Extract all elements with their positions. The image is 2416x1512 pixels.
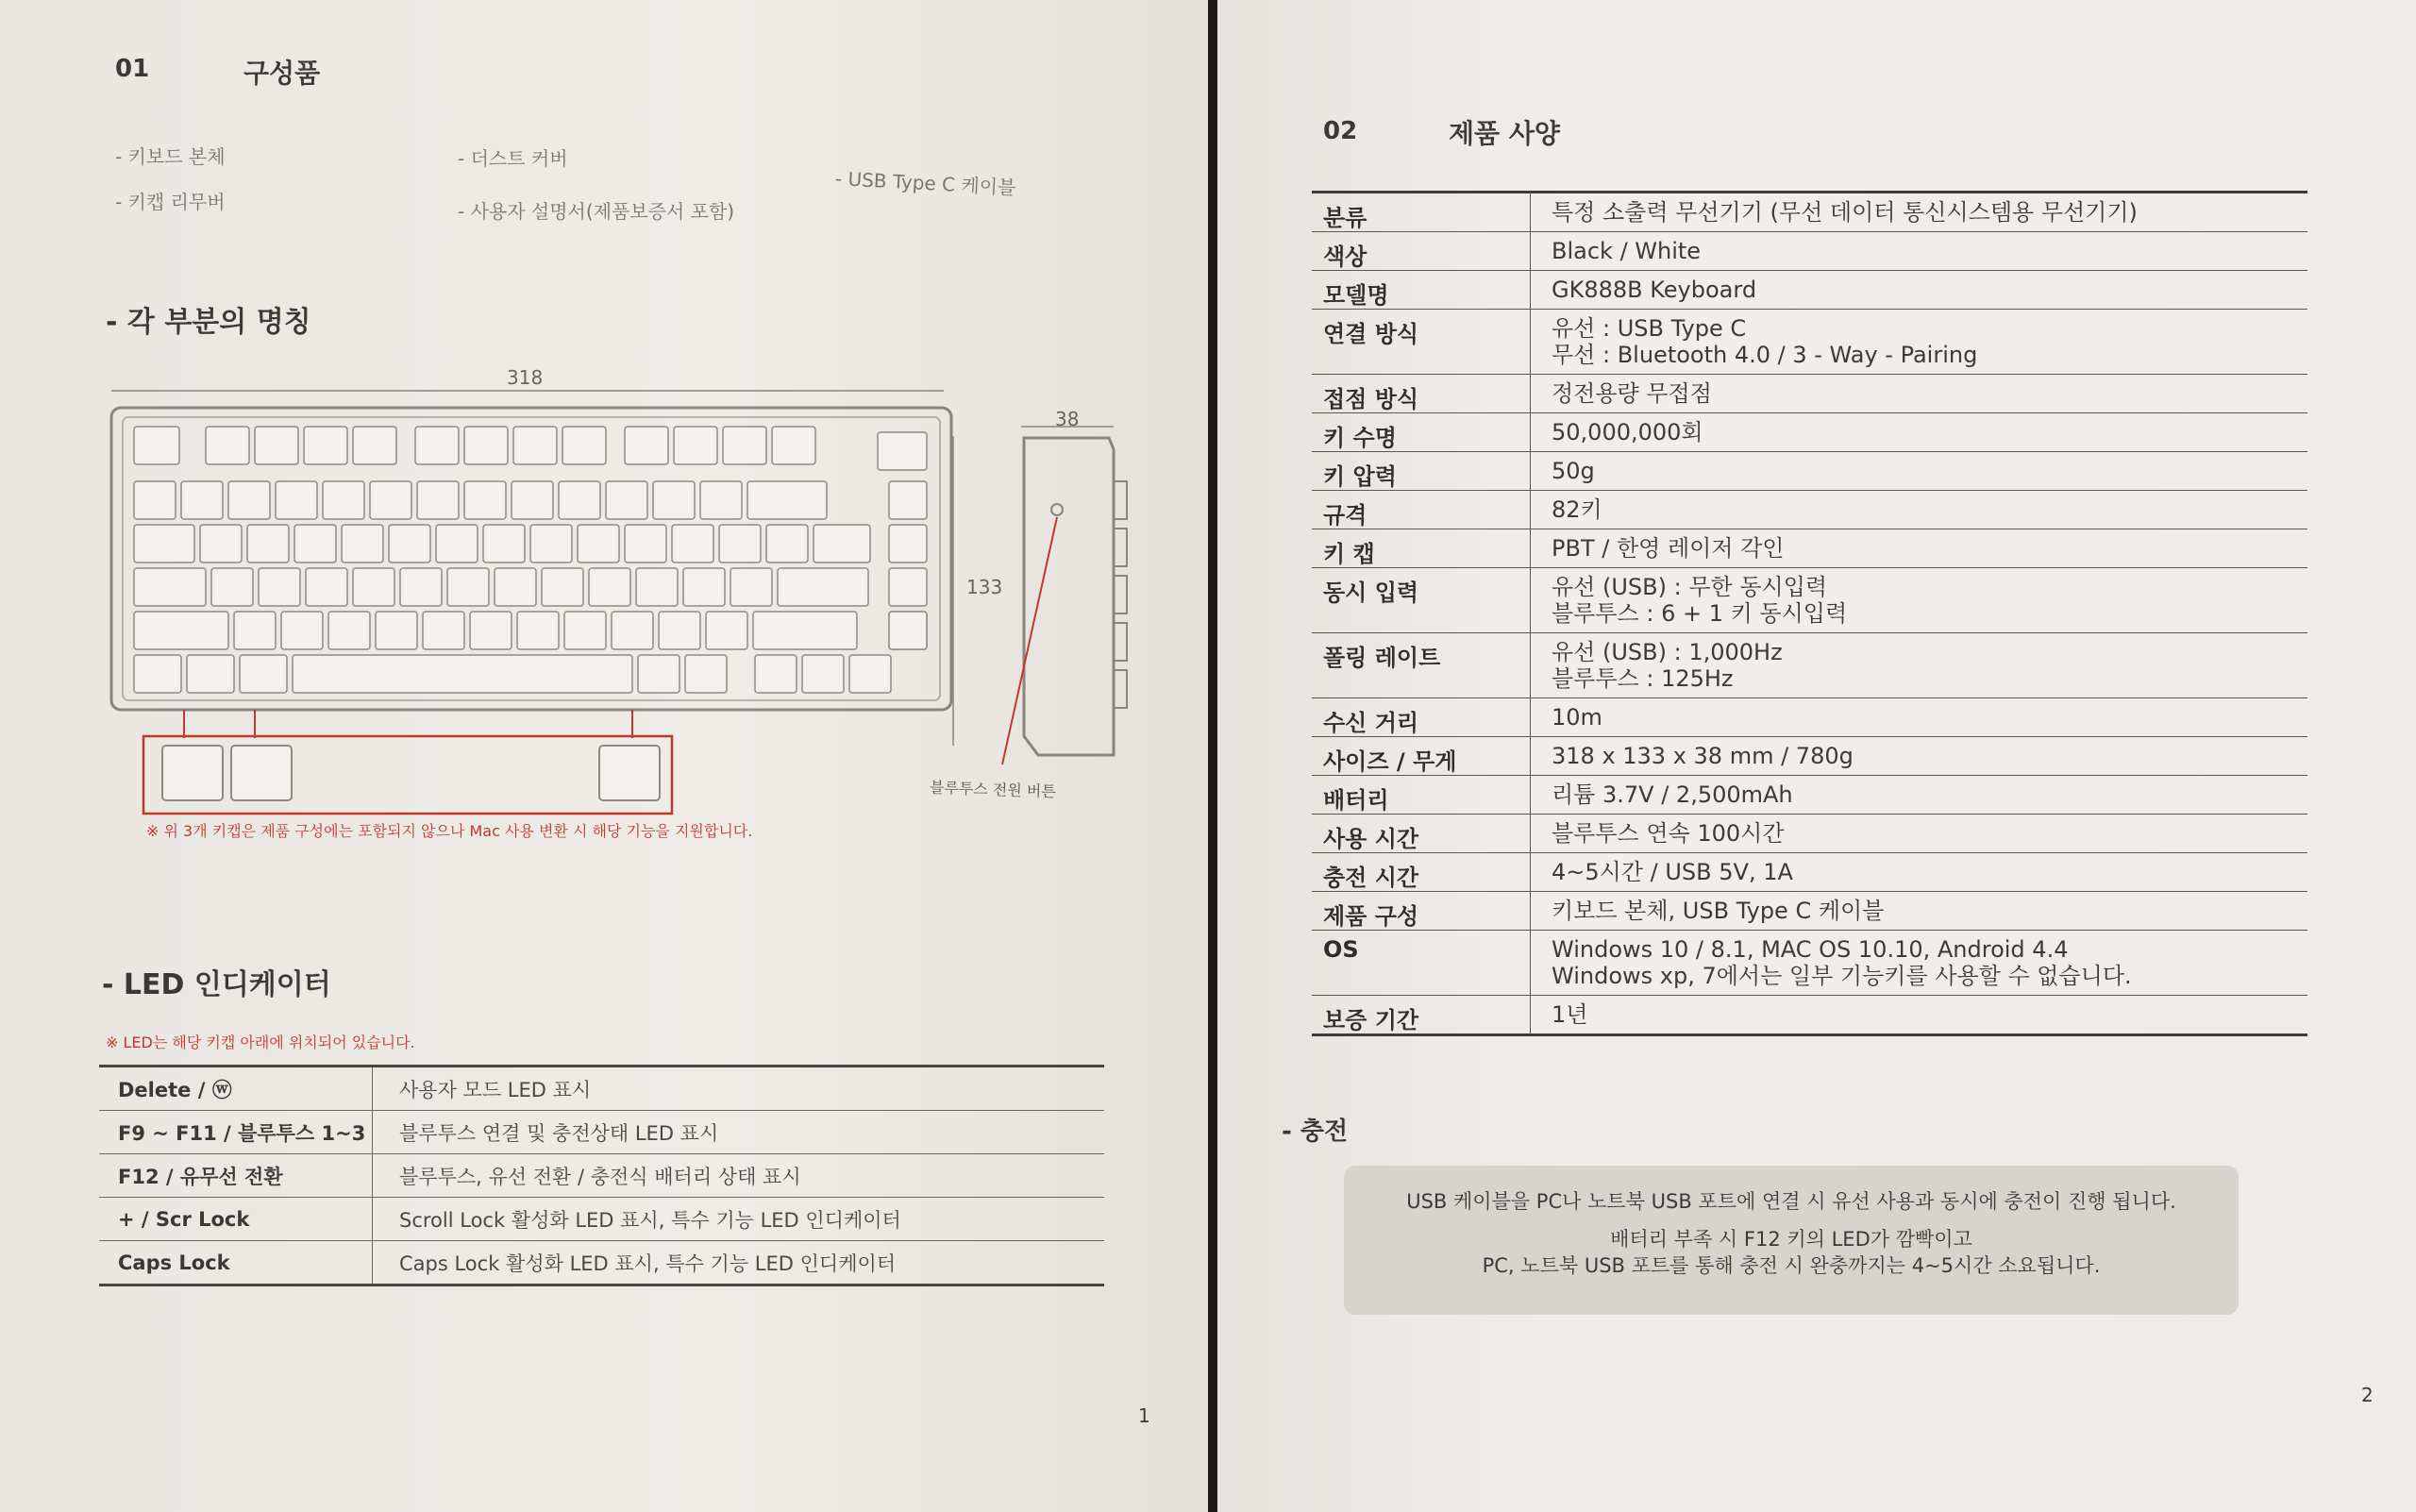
table-row xyxy=(1312,737,2307,776)
keycap xyxy=(559,481,600,519)
spec-key: 사이즈 / 무게 xyxy=(1312,737,1531,775)
keycap xyxy=(181,481,223,519)
keycap xyxy=(889,568,927,606)
component-item: - 키캡 리무버 xyxy=(115,191,226,213)
keycap xyxy=(878,432,927,470)
spec-value-line: 무선 : Bluetooth 4.0 / 3 - Way - Pairing xyxy=(1552,342,1978,368)
keycap xyxy=(636,568,678,606)
spec-value xyxy=(1531,232,1701,270)
table-row xyxy=(1312,491,2307,529)
keycap xyxy=(685,655,727,693)
spec-key: 보증 기간 xyxy=(1312,996,1531,1033)
spec-value-line: 유선 (USB) : 무한 동시입력 xyxy=(1552,574,1828,600)
table-row xyxy=(1312,413,2307,452)
keycap xyxy=(417,481,459,519)
keycap xyxy=(612,612,653,649)
keycap xyxy=(772,427,815,464)
spec-value-line: 50g xyxy=(1552,458,1595,484)
spec-value xyxy=(1531,776,1793,814)
keycap xyxy=(889,481,927,519)
spec-value xyxy=(1531,698,1602,736)
spec-key: 제품 구성 xyxy=(1312,892,1531,930)
spec-value xyxy=(1531,193,2138,231)
keycap xyxy=(228,481,270,519)
spec-value xyxy=(1531,271,1756,309)
table-row xyxy=(99,1198,1104,1241)
table-row xyxy=(1312,633,2307,698)
keycap xyxy=(564,612,606,649)
keycap xyxy=(625,427,668,464)
keycap xyxy=(134,525,194,563)
spec-key: 폴링 레이트 xyxy=(1312,633,1531,697)
component-item: - 사용자 설명서(제품보증서 포함) xyxy=(458,200,735,223)
led-value: 블루투스, 유선 전환 / 충전식 배터리 상태 표시 xyxy=(399,1165,801,1188)
keycap xyxy=(802,655,844,693)
spec-key: 충전 시간 xyxy=(1312,853,1531,891)
keycap xyxy=(753,612,857,649)
table-row xyxy=(1312,193,2307,232)
spec-value-line: 50,000,000회 xyxy=(1552,419,1703,445)
component-item: - 더스트 커버 xyxy=(458,147,568,170)
table-row xyxy=(1312,815,2307,853)
keycap xyxy=(464,427,508,464)
led-table xyxy=(99,1065,1104,1286)
keycap xyxy=(294,525,336,563)
table-row xyxy=(1312,853,2307,892)
keycap xyxy=(700,481,742,519)
spec-value xyxy=(1531,452,1595,490)
spec-value-line: 특정 소출력 무선기기 (무선 데이터 통신시스템용 무선기기) xyxy=(1552,199,2138,226)
keycap xyxy=(659,612,700,649)
led-key: Caps Lock xyxy=(99,1241,373,1284)
keycap xyxy=(889,525,927,563)
table-row xyxy=(1312,568,2307,633)
spec-value-line: Black / White xyxy=(1552,238,1702,264)
keycap xyxy=(470,612,512,649)
keycap xyxy=(134,655,181,693)
table-row xyxy=(1312,892,2307,931)
keycap xyxy=(889,612,927,649)
page-number: 1 xyxy=(1138,1404,1150,1427)
keycap xyxy=(255,427,298,464)
keycap xyxy=(447,568,489,606)
keycap xyxy=(625,525,666,563)
keycap xyxy=(234,612,276,649)
spec-value xyxy=(1531,996,1587,1033)
section-2-title: 제품 사양 xyxy=(1449,118,1560,149)
depth-dimension-label: 38 xyxy=(1055,408,1080,430)
spec-key: 규격 xyxy=(1312,491,1531,529)
keycap xyxy=(513,427,557,464)
spec-value xyxy=(1531,815,1785,852)
spec-value-line: 정전용량 무접점 xyxy=(1552,380,1712,407)
spec-value-line: 82키 xyxy=(1552,496,1602,523)
keycap xyxy=(436,525,478,563)
keycap xyxy=(370,481,411,519)
keycap xyxy=(206,427,249,464)
spec-value-line: GK888B Keyboard xyxy=(1552,277,1757,303)
height-dimension-label: 133 xyxy=(966,576,1003,598)
charge-line: PC, 노트북 USB 포트를 통해 충전 시 완충까지는 4~5시간 소요됩니다. xyxy=(1482,1254,2101,1277)
keycap xyxy=(723,427,766,464)
spec-value xyxy=(1531,529,1785,567)
keycap xyxy=(423,612,464,649)
keycap xyxy=(323,481,364,519)
led-note: ※ LED는 해당 키캡 아래에 위치되어 있습니다. xyxy=(106,1033,415,1051)
keycap xyxy=(376,612,417,649)
bluetooth-button-label: 블루투스 전원 버튼 xyxy=(929,778,1057,801)
keycap xyxy=(814,525,870,563)
charge-info-box xyxy=(1344,1166,2239,1315)
keycap xyxy=(293,655,632,693)
spec-value xyxy=(1531,310,1977,374)
table-row xyxy=(1312,375,2307,413)
table-row xyxy=(1312,232,2307,271)
led-heading: - LED 인디케이터 xyxy=(102,968,331,1001)
keycap xyxy=(653,481,695,519)
keycap xyxy=(187,655,234,693)
led-value: 사용자 모드 LED 표시 xyxy=(399,1078,592,1101)
spec-value-line: PBT / 한영 레이저 각인 xyxy=(1552,535,1785,562)
table-row xyxy=(1312,452,2307,491)
keycap xyxy=(730,568,772,606)
keycap xyxy=(134,427,179,464)
keycap xyxy=(512,481,553,519)
table-row xyxy=(1312,776,2307,815)
spec-value xyxy=(1531,568,1847,632)
table-row xyxy=(99,1111,1104,1154)
keycap xyxy=(464,481,506,519)
section-1-title: 구성품 xyxy=(243,58,321,89)
keycap xyxy=(778,568,868,606)
led-key: F12 / 유무선 전환 xyxy=(99,1154,373,1197)
keycap xyxy=(766,525,808,563)
keycap xyxy=(747,481,827,519)
spec-key: 연결 방식 xyxy=(1312,310,1531,374)
spec-key: 접점 방식 xyxy=(1312,375,1531,412)
spec-value-line: 블루투스 : 6 + 1 키 동시입력 xyxy=(1552,600,1848,627)
spec-value-line: 유선 : USB Type C xyxy=(1552,315,1747,342)
spec-value-line: 10m xyxy=(1552,704,1602,731)
keycap xyxy=(276,481,317,519)
spec-key: 모델명 xyxy=(1312,271,1531,309)
keycap xyxy=(495,568,536,606)
spec-key: 배터리 xyxy=(1312,776,1531,814)
spec-value-line: 키보드 본체, USB Type C 케이블 xyxy=(1552,898,1885,924)
table-row xyxy=(1312,271,2307,310)
keycap xyxy=(259,568,300,606)
spec-value-line: 유선 (USB) : 1,000Hz xyxy=(1552,639,1783,665)
keycap xyxy=(530,525,572,563)
section-2-number: 02 xyxy=(1323,117,1358,145)
keycap xyxy=(578,525,619,563)
led-key: F9 ~ F11 / 블루투스 1~3 xyxy=(99,1111,373,1153)
charge-line: USB 케이블을 PC나 노트북 USB 포트에 연결 시 유선 사용과 동시에 충전이 진행 됩니다. xyxy=(1406,1190,2176,1213)
width-dimension-label: 318 xyxy=(507,366,544,389)
spec-value-line: 블루투스 : 125Hz xyxy=(1552,665,1734,692)
keycap xyxy=(542,568,583,606)
spec-key: 키 수명 xyxy=(1312,413,1531,451)
spec-value-line: Windows 10 / 8.1, MAC OS 10.10, Android 4.4 xyxy=(1552,936,2069,963)
keycap xyxy=(755,655,797,693)
spec-key: 키 압력 xyxy=(1312,452,1531,490)
mac-keycaps-note: ※ 위 3개 키캡은 제품 구성에는 포함되지 않으나 Mac 사용 변환 시 해당 기능을 지원합니다. xyxy=(146,822,753,840)
keycap xyxy=(304,427,347,464)
section-1-number: 01 xyxy=(115,55,150,83)
table-row xyxy=(1312,310,2307,375)
keycap xyxy=(306,568,347,606)
keycap xyxy=(589,568,630,606)
spec-value xyxy=(1531,633,1783,697)
keycap xyxy=(353,427,396,464)
table-row xyxy=(99,1154,1104,1198)
keycap xyxy=(134,612,228,649)
table-row xyxy=(1312,529,2307,568)
spec-key: 수신 거리 xyxy=(1312,698,1531,736)
table-row xyxy=(99,1067,1104,1111)
spec-value xyxy=(1531,491,1602,529)
spec-key: 색상 xyxy=(1312,232,1531,270)
charge-line: 배터리 부족 시 F12 키의 LED가 깜빡이고 xyxy=(1610,1228,1972,1251)
keycap xyxy=(281,612,323,649)
keycap xyxy=(674,427,717,464)
spec-value xyxy=(1531,931,2132,995)
table-row xyxy=(1312,698,2307,737)
keycap xyxy=(415,427,459,464)
keycap xyxy=(342,525,383,563)
spec-key: 사용 시간 xyxy=(1312,815,1531,852)
parts-heading: - 각 부분의 명칭 xyxy=(106,306,311,339)
spec-value xyxy=(1531,413,1703,451)
spec-value xyxy=(1531,375,1712,412)
led-key: + / Scr Lock xyxy=(99,1198,373,1240)
keycap xyxy=(562,427,606,464)
led-key: Delete / ⓦ xyxy=(99,1067,373,1110)
led-value: Scroll Lock 활성화 LED 표시, 특수 기능 LED 인디케이터 xyxy=(399,1208,901,1232)
keycap xyxy=(706,612,747,649)
keycap xyxy=(400,568,442,606)
table-row xyxy=(1312,931,2307,996)
spec-value xyxy=(1531,892,1884,930)
table-row xyxy=(1312,996,2307,1036)
spec-value-line: 1년 xyxy=(1552,1001,1588,1028)
table-row xyxy=(99,1241,1104,1286)
keycap xyxy=(247,525,289,563)
spec-value xyxy=(1531,853,1793,891)
keyboard-diagram xyxy=(94,359,1132,849)
keycap xyxy=(328,612,370,649)
keycap xyxy=(240,655,287,693)
spec-table xyxy=(1312,191,2307,1036)
keycap xyxy=(672,525,713,563)
spec-key: 동시 입력 xyxy=(1312,568,1531,632)
charge-heading: - 충전 xyxy=(1282,1117,1349,1146)
spec-key: 키 캡 xyxy=(1312,529,1531,567)
keycap xyxy=(134,568,206,606)
spec-value-line: Windows xp, 7에서는 일부 기능키를 사용할 수 없습니다. xyxy=(1552,963,2132,989)
spec-value-line: 4~5시간 / USB 5V, 1A xyxy=(1552,859,1793,885)
spec-key: 분류 xyxy=(1312,193,1531,231)
component-item: - 키보드 본체 xyxy=(115,145,226,168)
spec-value-line: 리튬 3.7V / 2,500mAh xyxy=(1552,781,1793,808)
spec-value-line: 318 x 133 x 38 mm / 780g xyxy=(1552,743,1854,769)
keycap xyxy=(353,568,394,606)
keycap xyxy=(517,612,559,649)
keycap xyxy=(849,655,891,693)
keycap xyxy=(200,525,242,563)
keycap xyxy=(483,525,525,563)
keycap xyxy=(389,525,430,563)
keycap xyxy=(683,568,725,606)
spec-value xyxy=(1531,737,1854,775)
page-number: 2 xyxy=(2361,1384,2374,1406)
keycap xyxy=(638,655,680,693)
led-value: Caps Lock 활성화 LED 표시, 특수 기능 LED 인디케이터 xyxy=(399,1252,897,1275)
keycap xyxy=(134,481,176,519)
spec-key: OS xyxy=(1312,931,1531,995)
led-value: 블루투스 연결 및 충전상태 LED 표시 xyxy=(399,1121,719,1145)
keycap xyxy=(719,525,761,563)
keycap xyxy=(606,481,647,519)
spec-value-line: 블루투스 연속 100시간 xyxy=(1552,820,1785,847)
component-item: - USB Type C 케이블 xyxy=(834,167,1016,199)
keycap xyxy=(211,568,253,606)
